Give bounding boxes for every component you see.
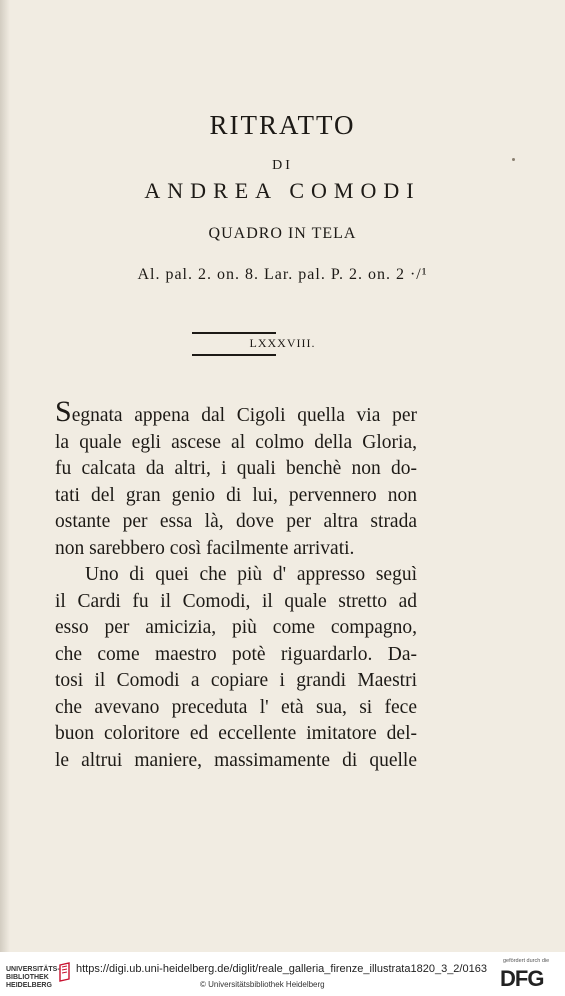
- text-line: Uno di quei che più d' appresso seguì: [85, 564, 417, 585]
- text-line: tati del gran genio di lui, pervennero non: [55, 484, 417, 506]
- title-connector: DI: [272, 158, 293, 173]
- page-speck: [512, 158, 515, 161]
- text-line: che avevano preceduta l' età sua, si fece: [55, 696, 417, 718]
- copyright-notice: © Universitätsbibliothek Heidelberg: [200, 980, 325, 989]
- page-title: RITRATTO: [209, 110, 356, 140]
- text-line: il Cardi fu il Comodi, il quale stretto ad: [55, 590, 417, 612]
- library-logo[interactable]: UNIVERSITÄTS- BIBLIOTHEK HEIDELBERG: [6, 966, 60, 989]
- text-line: buon coloritore ed eccellente imitatore del-: [55, 723, 417, 744]
- text-line: ostante per essa là, dove per altra strada: [55, 511, 417, 532]
- text-line: Segnata appena dal Cigoli quella via per: [55, 395, 417, 428]
- funding-caption: gefördert durch die: [503, 958, 550, 964]
- text-line: che come maestro potè riguardarlo. Da-: [55, 643, 417, 665]
- text-line: le altrui maniere, massimamente di quelle: [55, 749, 417, 771]
- book-icon: [58, 962, 72, 982]
- body-text: [55, 395, 417, 774]
- text-line: la quale egli ascese al colmo della Gloria,: [55, 431, 417, 453]
- dfg-logo[interactable]: DFG: [500, 966, 544, 991]
- page-spine-shadow: [0, 0, 10, 952]
- text-line: fu calcata da altri, i quali benchè non do-: [55, 458, 417, 479]
- drop-cap: S: [55, 395, 72, 428]
- artwork-medium: QUADRO IN TELA: [208, 225, 357, 242]
- author-name: ANDREA COMODI: [144, 178, 421, 203]
- divider-top: [192, 332, 276, 334]
- text-line: tosi il Comodi a copiare i grandi Maestri: [55, 670, 417, 691]
- permalink-url[interactable]: https://digi.ub.uni-heidelberg.de/diglit/reale_galleria_firenze_illustrata1820_3_2/0163: [76, 963, 487, 975]
- plate-number: LXXXVIII.: [249, 336, 316, 350]
- artwork-dimensions: Al. pal. 2. on. 8. Lar. pal. P. 2. on. 2 ·/¹: [137, 266, 428, 283]
- text-line: esso per amicizia, più come compagno,: [55, 617, 417, 638]
- divider-bottom: [192, 354, 276, 356]
- text-line: non sarebbero così facilmente arrivati.: [55, 537, 355, 559]
